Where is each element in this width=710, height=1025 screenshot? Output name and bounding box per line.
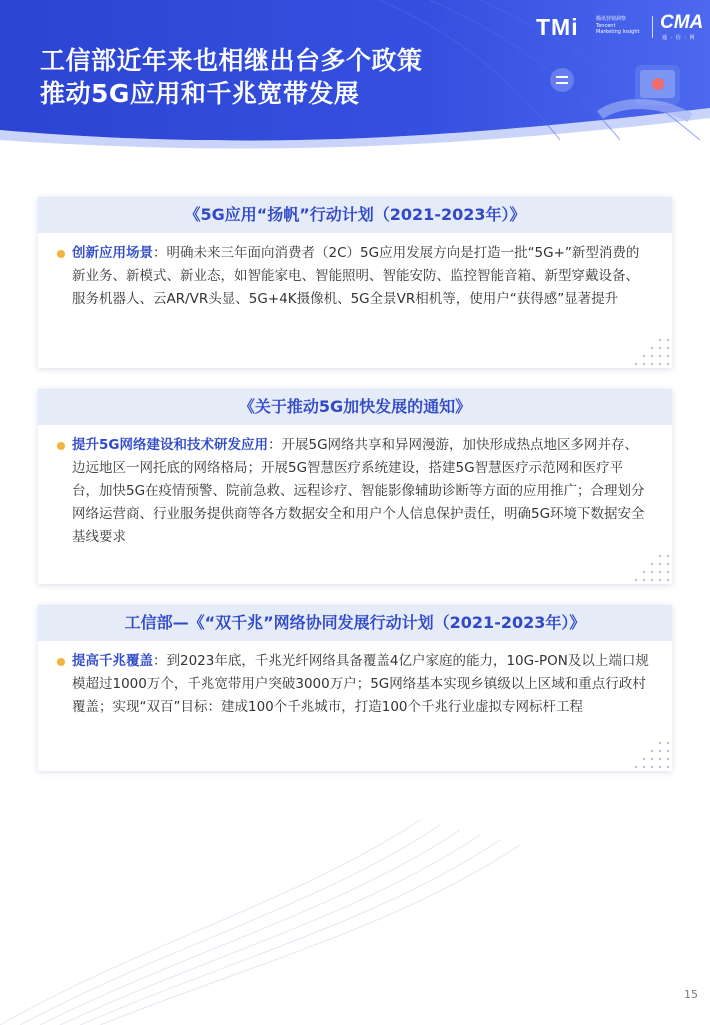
bullet-dot-icon	[57, 442, 65, 450]
policy-card-body	[38, 425, 672, 549]
tmi-logo-caption-en1: Tencent	[596, 22, 616, 29]
background-line-decoration	[0, 760, 710, 1025]
policy-card-1	[38, 197, 672, 368]
policy-card-heading: 《5G应用“扬帆”行动计划（2021-2023年）》	[38, 197, 672, 233]
bullet-dot-icon	[57, 658, 65, 666]
page-header	[0, 0, 710, 150]
policy-card-body	[38, 641, 672, 719]
tmi-logo-caption	[596, 16, 646, 36]
dot-grid-decoration-icon	[632, 552, 672, 584]
page-number: 15	[684, 988, 698, 1001]
tmi-logo-caption-cn: 腾讯营销洞察	[596, 16, 627, 22]
policy-card-body	[38, 233, 672, 311]
cma-logo-caption: 通 · 信 · 网	[662, 35, 696, 41]
page-title	[40, 44, 423, 110]
policy-text: ：到2023年底，千兆光纤网络具备覆盖4亿户家庭的能力，10G-PON及以上端口规模超过1000万个，千兆宽带用户突破3000万户；5G网络基本实现乡镇级以上区域和重点行政村覆盖；实现“双百”目标：建成100个千兆城市，打造100个千兆行业虚拟专网标杆工程	[72, 653, 649, 715]
policy-card-heading: 《关于推动5G加快发展的通知》	[38, 389, 672, 425]
policy-highlight: 提升5G网络建设和技术研发应用	[72, 437, 268, 453]
policy-card-2	[38, 389, 672, 584]
dot-grid-decoration-icon	[632, 336, 672, 368]
page-title-line-2: 推动5G应用和千兆宽带发展	[40, 79, 360, 108]
policy-highlight: 提高千兆覆盖	[72, 653, 153, 669]
logo-divider	[652, 16, 653, 38]
policy-text: ：开展5G网络共享和异网漫游，加快形成热点地区多网并存、边远地区一网托底的网络格局；开展5G智慧医疗系统建设，搭建5G智慧医疗示范网和医疗平台，加快5G在疫情预警、院前急救、远程诊疗、智能影像辅助诊断等方面的应用推广；合理划分网络运营商、行业服务提供商等各方数据安全和用户个人信息保护责任，明确5G环境下数据安全基线要求	[72, 437, 645, 545]
policy-card-3	[38, 605, 672, 771]
tmi-logo: TMi	[536, 14, 579, 40]
bullet-dot-icon	[57, 250, 65, 258]
policy-text: ：明确未来三年面向消费者（2C）5G应用发展方向是打造一批“5G+”新型消费的新业务、新模式、新业态，如智能家电、智能照明、智能安防、监控智能音箱、新型穿戴设备、服务机器人、云AR/VR头显、5G+4K摄像机、5G全景VR相机等，使用户“获得感”显著提升	[72, 245, 640, 307]
header-illustration-icon	[540, 60, 700, 135]
page-title-line-1: 工信部近年来也相继出台多个政策	[40, 46, 423, 75]
tmi-logo-caption-en2: Marketing Insight	[596, 29, 640, 35]
policy-highlight: 创新应用场景	[72, 245, 153, 261]
policy-card-heading: 工信部—《“双千兆”网络协同发展行动计划（2021-2023年）》	[38, 605, 672, 641]
cma-logo: CMA	[660, 12, 704, 33]
